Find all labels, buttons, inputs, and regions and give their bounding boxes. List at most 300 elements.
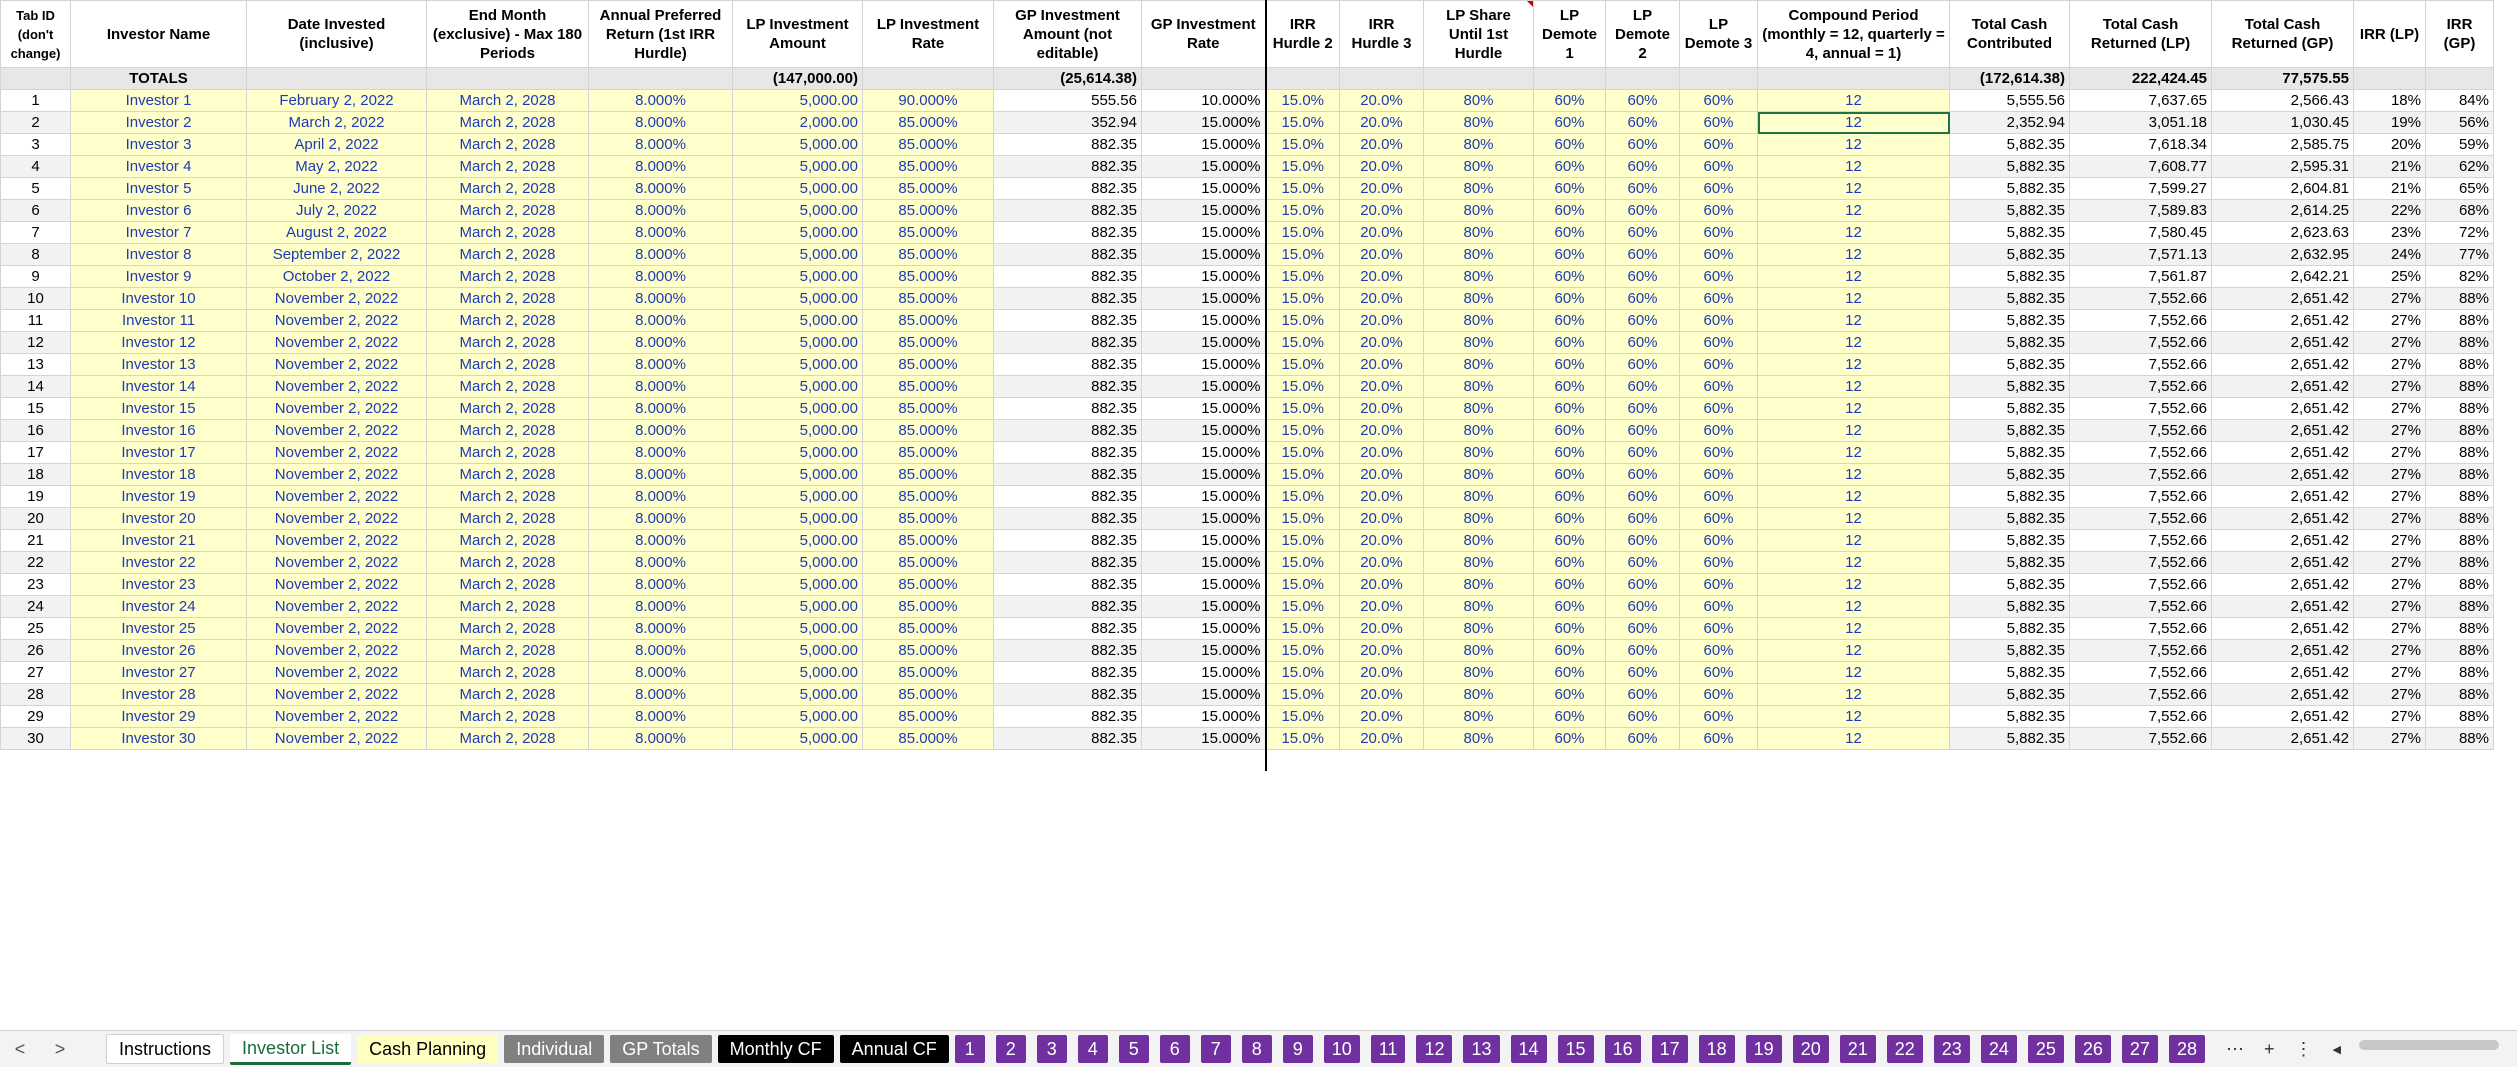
cell[interactable] — [427, 792, 589, 813]
cell[interactable]: 882.35 — [994, 706, 1142, 728]
cell[interactable] — [247, 918, 427, 939]
cell[interactable] — [1424, 750, 1534, 772]
cell[interactable]: 20.0% — [1340, 552, 1424, 574]
sheet-tab[interactable]: 26 — [2075, 1035, 2111, 1063]
column-header[interactable]: GP Investment Amount (not editable) — [994, 1, 1142, 68]
cell[interactable]: 60% — [1606, 266, 1680, 288]
cell[interactable]: 27% — [2354, 354, 2426, 376]
cell[interactable] — [733, 960, 863, 981]
cell[interactable]: 2,651.42 — [2212, 398, 2354, 420]
cell[interactable]: 13 — [1, 354, 71, 376]
cell[interactable] — [1950, 981, 2070, 1002]
cell[interactable]: 882.35 — [994, 178, 1142, 200]
cell[interactable]: 882.35 — [994, 728, 1142, 750]
cell[interactable]: 60% — [1534, 156, 1606, 178]
cell[interactable] — [1142, 897, 1266, 918]
cell[interactable] — [1680, 855, 1758, 876]
sheet-tab[interactable]: 15 — [1558, 1035, 1594, 1063]
cell[interactable] — [1680, 813, 1758, 834]
cell[interactable]: 8.000% — [589, 288, 733, 310]
cell[interactable]: 15.000% — [1142, 178, 1266, 200]
cell[interactable]: 27% — [2354, 728, 2426, 750]
cell[interactable]: 20.0% — [1340, 310, 1424, 332]
cell[interactable]: 18% — [2354, 90, 2426, 112]
cell[interactable]: Investor 24 — [71, 596, 247, 618]
cell[interactable] — [1, 834, 71, 855]
cell[interactable]: 5,000.00 — [733, 552, 863, 574]
cell[interactable]: 15.000% — [1142, 134, 1266, 156]
cell[interactable]: 60% — [1606, 508, 1680, 530]
cell[interactable]: 15.000% — [1142, 596, 1266, 618]
cell[interactable]: 12 — [1758, 420, 1950, 442]
cell[interactable] — [247, 792, 427, 813]
cell[interactable]: 5,000.00 — [733, 178, 863, 200]
horizontal-scrollbar[interactable] — [2359, 1040, 2499, 1050]
cell[interactable] — [589, 876, 733, 897]
cell[interactable] — [71, 855, 247, 876]
cell[interactable]: 20.0% — [1340, 398, 1424, 420]
cell[interactable] — [1606, 897, 1680, 918]
cell[interactable]: 2 — [1, 112, 71, 134]
cell[interactable] — [1424, 960, 1534, 981]
cell[interactable]: 5,000.00 — [733, 398, 863, 420]
cell[interactable] — [1950, 960, 2070, 981]
cell[interactable]: 15.000% — [1142, 530, 1266, 552]
cell[interactable] — [1, 771, 71, 792]
cell[interactable] — [1534, 750, 1606, 772]
cell[interactable]: 60% — [1534, 244, 1606, 266]
cell[interactable] — [2426, 771, 2494, 792]
cell[interactable]: March 2, 2028 — [427, 706, 589, 728]
cell[interactable]: 15 — [1, 398, 71, 420]
cell[interactable]: Investor 13 — [71, 354, 247, 376]
cell[interactable]: 15.0% — [1266, 354, 1340, 376]
cell[interactable]: 2,651.42 — [2212, 288, 2354, 310]
cell[interactable]: 80% — [1424, 156, 1534, 178]
column-header[interactable]: Annual Preferred Return (1st IRR Hurdle) — [589, 1, 733, 68]
cell[interactable]: 8.000% — [589, 310, 733, 332]
cell[interactable] — [733, 855, 863, 876]
cell[interactable]: 60% — [1534, 662, 1606, 684]
cell[interactable]: 60% — [1606, 530, 1680, 552]
cell[interactable]: 88% — [2426, 420, 2494, 442]
cell[interactable] — [994, 813, 1142, 834]
cell[interactable]: 882.35 — [994, 640, 1142, 662]
totals-contributed[interactable]: (172,614.38) — [1950, 68, 2070, 90]
cell[interactable] — [1950, 834, 2070, 855]
cell[interactable]: 15.000% — [1142, 618, 1266, 640]
cell[interactable]: 5,000.00 — [733, 486, 863, 508]
cell[interactable]: 15.000% — [1142, 332, 1266, 354]
cell[interactable] — [2426, 855, 2494, 876]
cell[interactable]: November 2, 2022 — [247, 442, 427, 464]
cell[interactable] — [1424, 834, 1534, 855]
cell[interactable] — [994, 939, 1142, 960]
sheet-tab[interactable]: 13 — [1463, 1035, 1499, 1063]
cell[interactable]: 12 — [1758, 156, 1950, 178]
cell[interactable] — [1534, 960, 1606, 981]
column-header[interactable]: Investor Name — [71, 1, 247, 68]
cell[interactable]: 23 — [1, 574, 71, 596]
cell[interactable]: 15.0% — [1266, 112, 1340, 134]
cell[interactable]: March 2, 2028 — [427, 222, 589, 244]
cell[interactable] — [1758, 981, 1950, 1002]
more-tabs-icon[interactable]: ⋯ — [2225, 1038, 2244, 1059]
cell[interactable]: 5,555.56 — [1950, 90, 2070, 112]
column-header[interactable]: Total Cash Contributed — [1950, 1, 2070, 68]
cell[interactable]: 60% — [1680, 640, 1758, 662]
cell[interactable]: 2,604.81 — [2212, 178, 2354, 200]
cell[interactable]: 8.000% — [589, 266, 733, 288]
cell[interactable] — [994, 876, 1142, 897]
cell[interactable]: 77% — [2426, 244, 2494, 266]
cell[interactable]: 7,580.45 — [2070, 222, 2212, 244]
cell[interactable]: 62% — [2426, 156, 2494, 178]
cell[interactable]: 2,632.95 — [2212, 244, 2354, 266]
cell[interactable]: 24% — [2354, 244, 2426, 266]
cell[interactable] — [71, 897, 247, 918]
cell[interactable]: 60% — [1534, 442, 1606, 464]
cell[interactable]: 85.000% — [863, 420, 994, 442]
cell[interactable]: 15.0% — [1266, 156, 1340, 178]
cell[interactable]: 60% — [1680, 618, 1758, 640]
cell[interactable]: 60% — [1680, 156, 1758, 178]
cell[interactable]: 60% — [1606, 134, 1680, 156]
cell[interactable]: 5,882.35 — [1950, 354, 2070, 376]
cell[interactable] — [2426, 813, 2494, 834]
cell[interactable] — [2070, 897, 2212, 918]
cell[interactable]: 9 — [1, 266, 71, 288]
cell[interactable]: 30 — [1, 728, 71, 750]
cell[interactable]: March 2, 2028 — [427, 508, 589, 530]
cell[interactable]: 23% — [2354, 222, 2426, 244]
cell[interactable]: 5,000.00 — [733, 90, 863, 112]
cell[interactable]: 15.000% — [1142, 640, 1266, 662]
cell[interactable]: 60% — [1606, 222, 1680, 244]
cell[interactable]: 8.000% — [589, 464, 733, 486]
cell[interactable] — [2212, 813, 2354, 834]
cell[interactable] — [863, 897, 994, 918]
cell[interactable]: 80% — [1424, 662, 1534, 684]
cell[interactable]: 80% — [1424, 134, 1534, 156]
cell[interactable]: 15.0% — [1266, 222, 1340, 244]
cell[interactable]: 80% — [1424, 508, 1534, 530]
cell[interactable]: 12 — [1758, 376, 1950, 398]
cell[interactable] — [1950, 918, 2070, 939]
cell[interactable]: 5,882.35 — [1950, 552, 2070, 574]
cell[interactable] — [1534, 939, 1606, 960]
cell[interactable]: 85.000% — [863, 112, 994, 134]
cell[interactable]: 15.000% — [1142, 552, 1266, 574]
cell[interactable] — [2354, 960, 2426, 981]
cell[interactable]: 60% — [1680, 464, 1758, 486]
cell[interactable]: March 2, 2028 — [427, 288, 589, 310]
cell[interactable]: 60% — [1534, 332, 1606, 354]
cell[interactable]: 5,000.00 — [733, 156, 863, 178]
cell[interactable]: 60% — [1606, 332, 1680, 354]
cell[interactable]: 15.0% — [1266, 618, 1340, 640]
cell[interactable]: 85.000% — [863, 552, 994, 574]
cell[interactable]: 60% — [1680, 200, 1758, 222]
column-header[interactable]: LP Demote 1 — [1534, 1, 1606, 68]
totals-lp-amount[interactable]: (147,000.00) — [733, 68, 863, 90]
cell[interactable] — [1340, 981, 1424, 1002]
cell[interactable]: 15.0% — [1266, 706, 1340, 728]
cell[interactable]: 5,882.35 — [1950, 200, 2070, 222]
cell[interactable]: March 2, 2028 — [427, 464, 589, 486]
cell[interactable]: 882.35 — [994, 464, 1142, 486]
cell[interactable]: Investor 27 — [71, 662, 247, 684]
cell[interactable] — [589, 981, 733, 1002]
cell[interactable] — [1340, 897, 1424, 918]
cell[interactable]: 7 — [1, 222, 71, 244]
cell[interactable]: March 2, 2022 — [247, 112, 427, 134]
sheet-tab[interactable]: 9 — [1283, 1035, 1313, 1063]
cell[interactable]: 2,651.42 — [2212, 618, 2354, 640]
cell[interactable]: Investor 1 — [71, 90, 247, 112]
cell[interactable]: 882.35 — [994, 376, 1142, 398]
cell[interactable] — [1950, 792, 2070, 813]
cell[interactable]: March 2, 2028 — [427, 486, 589, 508]
cell[interactable]: 60% — [1606, 376, 1680, 398]
cell[interactable]: 2,566.43 — [2212, 90, 2354, 112]
cell[interactable]: 20 — [1, 508, 71, 530]
cell[interactable] — [1606, 918, 1680, 939]
cell[interactable] — [863, 876, 994, 897]
cell[interactable]: 88% — [2426, 530, 2494, 552]
cell[interactable]: 2,651.42 — [2212, 310, 2354, 332]
cell[interactable] — [2354, 771, 2426, 792]
cell[interactable]: 80% — [1424, 244, 1534, 266]
cell[interactable] — [994, 792, 1142, 813]
cell[interactable]: 60% — [1534, 574, 1606, 596]
cell[interactable]: 88% — [2426, 288, 2494, 310]
cell[interactable]: 20.0% — [1340, 486, 1424, 508]
cell[interactable]: 12 — [1758, 442, 1950, 464]
cell[interactable] — [2426, 876, 2494, 897]
cell[interactable]: 5,882.35 — [1950, 288, 2070, 310]
cell[interactable]: 1 — [1, 90, 71, 112]
cell[interactable] — [247, 813, 427, 834]
cell[interactable]: Investor 3 — [71, 134, 247, 156]
cell[interactable] — [1, 855, 71, 876]
cell[interactable]: 22% — [2354, 200, 2426, 222]
cell[interactable]: 10.000% — [1142, 90, 1266, 112]
cell[interactable] — [1, 918, 71, 939]
sheet-tab[interactable]: 22 — [1887, 1035, 1923, 1063]
cell[interactable]: March 2, 2028 — [427, 596, 589, 618]
cell[interactable]: 60% — [1534, 640, 1606, 662]
cell[interactable]: 21% — [2354, 178, 2426, 200]
cell[interactable] — [863, 981, 994, 1002]
totals-label[interactable]: TOTALS — [71, 68, 247, 90]
cell[interactable]: 10 — [1, 288, 71, 310]
cell[interactable]: 88% — [2426, 640, 2494, 662]
cell[interactable]: 8.000% — [589, 90, 733, 112]
cell[interactable]: 15.0% — [1266, 200, 1340, 222]
cell[interactable] — [427, 68, 589, 90]
cell[interactable]: 5 — [1, 178, 71, 200]
cell[interactable] — [1950, 939, 2070, 960]
cell[interactable]: 12 — [1758, 464, 1950, 486]
cell[interactable]: May 2, 2022 — [247, 156, 427, 178]
cell[interactable]: November 2, 2022 — [247, 684, 427, 706]
cell[interactable]: 5,000.00 — [733, 288, 863, 310]
cell[interactable] — [2426, 834, 2494, 855]
cell[interactable]: 80% — [1424, 266, 1534, 288]
cell[interactable]: 60% — [1680, 244, 1758, 266]
cell[interactable] — [1142, 855, 1266, 876]
cell[interactable]: 5,882.35 — [1950, 442, 2070, 464]
cell[interactable]: 60% — [1534, 200, 1606, 222]
cell[interactable]: 7,552.66 — [2070, 552, 2212, 574]
cell[interactable]: 5,882.35 — [1950, 706, 2070, 728]
cell[interactable] — [589, 771, 733, 792]
cell[interactable] — [1142, 960, 1266, 981]
cell[interactable]: March 2, 2028 — [427, 266, 589, 288]
cell[interactable]: 24 — [1, 596, 71, 618]
cell[interactable]: 85.000% — [863, 398, 994, 420]
cell[interactable]: 60% — [1680, 486, 1758, 508]
cell[interactable]: 7,552.66 — [2070, 398, 2212, 420]
cell[interactable]: 7,552.66 — [2070, 332, 2212, 354]
cell[interactable]: 20.0% — [1340, 442, 1424, 464]
cell[interactable]: March 2, 2028 — [427, 244, 589, 266]
cell[interactable]: Investor 29 — [71, 706, 247, 728]
cell[interactable]: 60% — [1534, 398, 1606, 420]
column-header[interactable]: LP Share Until 1st Hurdle — [1424, 1, 1534, 68]
cell[interactable]: Investor 11 — [71, 310, 247, 332]
cell[interactable]: March 2, 2028 — [427, 398, 589, 420]
sheet-tab[interactable]: 5 — [1119, 1035, 1149, 1063]
cell[interactable]: 27% — [2354, 398, 2426, 420]
sheet-tab[interactable]: 4 — [1078, 1035, 1108, 1063]
cell[interactable] — [2212, 834, 2354, 855]
totals-returned-gp[interactable]: 77,575.55 — [2212, 68, 2354, 90]
cell[interactable]: 882.35 — [994, 332, 1142, 354]
cell[interactable] — [2070, 981, 2212, 1002]
cell[interactable]: Investor 10 — [71, 288, 247, 310]
cell[interactable] — [1606, 68, 1680, 90]
cell[interactable]: 80% — [1424, 684, 1534, 706]
cell[interactable] — [1680, 750, 1758, 772]
cell[interactable]: 85.000% — [863, 266, 994, 288]
cell[interactable]: 15.000% — [1142, 112, 1266, 134]
cell[interactable] — [2212, 981, 2354, 1002]
tab-prev-icon[interactable]: < — [14, 1038, 26, 1059]
sheet-tab[interactable]: 2 — [996, 1035, 1026, 1063]
cell[interactable]: 5,000.00 — [733, 684, 863, 706]
cell[interactable] — [1266, 918, 1340, 939]
cell[interactable] — [1680, 876, 1758, 897]
cell[interactable] — [1, 939, 71, 960]
cell[interactable]: 27% — [2354, 706, 2426, 728]
cell[interactable] — [1340, 876, 1424, 897]
sheet-tab[interactable]: 18 — [1699, 1035, 1735, 1063]
cell[interactable] — [247, 897, 427, 918]
cell[interactable]: Investor 30 — [71, 728, 247, 750]
cell[interactable]: 88% — [2426, 662, 2494, 684]
cell[interactable]: 27 — [1, 662, 71, 684]
cell[interactable] — [1424, 855, 1534, 876]
cell[interactable]: 8.000% — [589, 728, 733, 750]
cell[interactable]: 60% — [1606, 156, 1680, 178]
cell[interactable] — [2354, 813, 2426, 834]
sheet-options-icon[interactable]: ⋮ — [2294, 1038, 2313, 1059]
cell[interactable] — [1758, 750, 1950, 772]
column-header[interactable]: LP Investment Rate — [863, 1, 994, 68]
cell[interactable]: Investor 8 — [71, 244, 247, 266]
cell[interactable] — [1950, 750, 2070, 772]
cell[interactable]: November 2, 2022 — [247, 464, 427, 486]
cell[interactable]: November 2, 2022 — [247, 398, 427, 420]
cell[interactable] — [2212, 918, 2354, 939]
cell[interactable] — [2212, 939, 2354, 960]
cell[interactable]: 60% — [1534, 266, 1606, 288]
sheet-tab[interactable]: 16 — [1605, 1035, 1641, 1063]
cell[interactable] — [427, 897, 589, 918]
cell[interactable] — [863, 792, 994, 813]
cell[interactable]: 85.000% — [863, 728, 994, 750]
cell[interactable]: 85.000% — [863, 222, 994, 244]
cell[interactable] — [994, 918, 1142, 939]
cell[interactable]: 60% — [1680, 596, 1758, 618]
cell[interactable]: 20.0% — [1340, 596, 1424, 618]
cell[interactable]: 80% — [1424, 420, 1534, 442]
cell[interactable]: 22 — [1, 552, 71, 574]
cell[interactable]: 882.35 — [994, 134, 1142, 156]
cell[interactable]: 60% — [1680, 266, 1758, 288]
cell[interactable] — [994, 960, 1142, 981]
cell[interactable] — [427, 813, 589, 834]
cell[interactable]: 15.000% — [1142, 376, 1266, 398]
cell[interactable] — [427, 855, 589, 876]
cell[interactable]: 80% — [1424, 530, 1534, 552]
cell[interactable]: 12 — [1758, 134, 1950, 156]
cell[interactable] — [1534, 792, 1606, 813]
cell[interactable]: 72% — [2426, 222, 2494, 244]
cell[interactable]: 2,651.42 — [2212, 354, 2354, 376]
cell[interactable]: 2,623.63 — [2212, 222, 2354, 244]
cell[interactable]: November 2, 2022 — [247, 596, 427, 618]
cell[interactable]: 88% — [2426, 486, 2494, 508]
cell[interactable]: 5,000.00 — [733, 332, 863, 354]
cell[interactable]: 60% — [1606, 552, 1680, 574]
cell[interactable]: 2,651.42 — [2212, 442, 2354, 464]
add-sheet-icon[interactable]: + — [2263, 1038, 2275, 1059]
cell[interactable] — [1340, 918, 1424, 939]
cell[interactable]: 15.000% — [1142, 398, 1266, 420]
sheet-tab[interactable]: Investor List — [230, 1034, 351, 1065]
cell[interactable]: 7,552.66 — [2070, 288, 2212, 310]
cell[interactable]: 18 — [1, 464, 71, 486]
cell[interactable]: March 2, 2028 — [427, 354, 589, 376]
cell[interactable]: November 2, 2022 — [247, 376, 427, 398]
cell[interactable]: 15.0% — [1266, 508, 1340, 530]
column-header[interactable]: Compound Period (monthly = 12, quarterly = 4, annual = 1) — [1758, 1, 1950, 68]
cell[interactable]: 60% — [1606, 728, 1680, 750]
cell[interactable] — [1534, 68, 1606, 90]
cell[interactable] — [1424, 771, 1534, 792]
cell[interactable]: 80% — [1424, 398, 1534, 420]
cell[interactable] — [2426, 918, 2494, 939]
cell[interactable] — [1142, 750, 1266, 772]
cell[interactable]: 28 — [1, 684, 71, 706]
cell[interactable]: 2,651.42 — [2212, 332, 2354, 354]
cell[interactable]: 60% — [1534, 112, 1606, 134]
cell[interactable]: 20% — [2354, 134, 2426, 156]
cell[interactable]: 20.0% — [1340, 222, 1424, 244]
